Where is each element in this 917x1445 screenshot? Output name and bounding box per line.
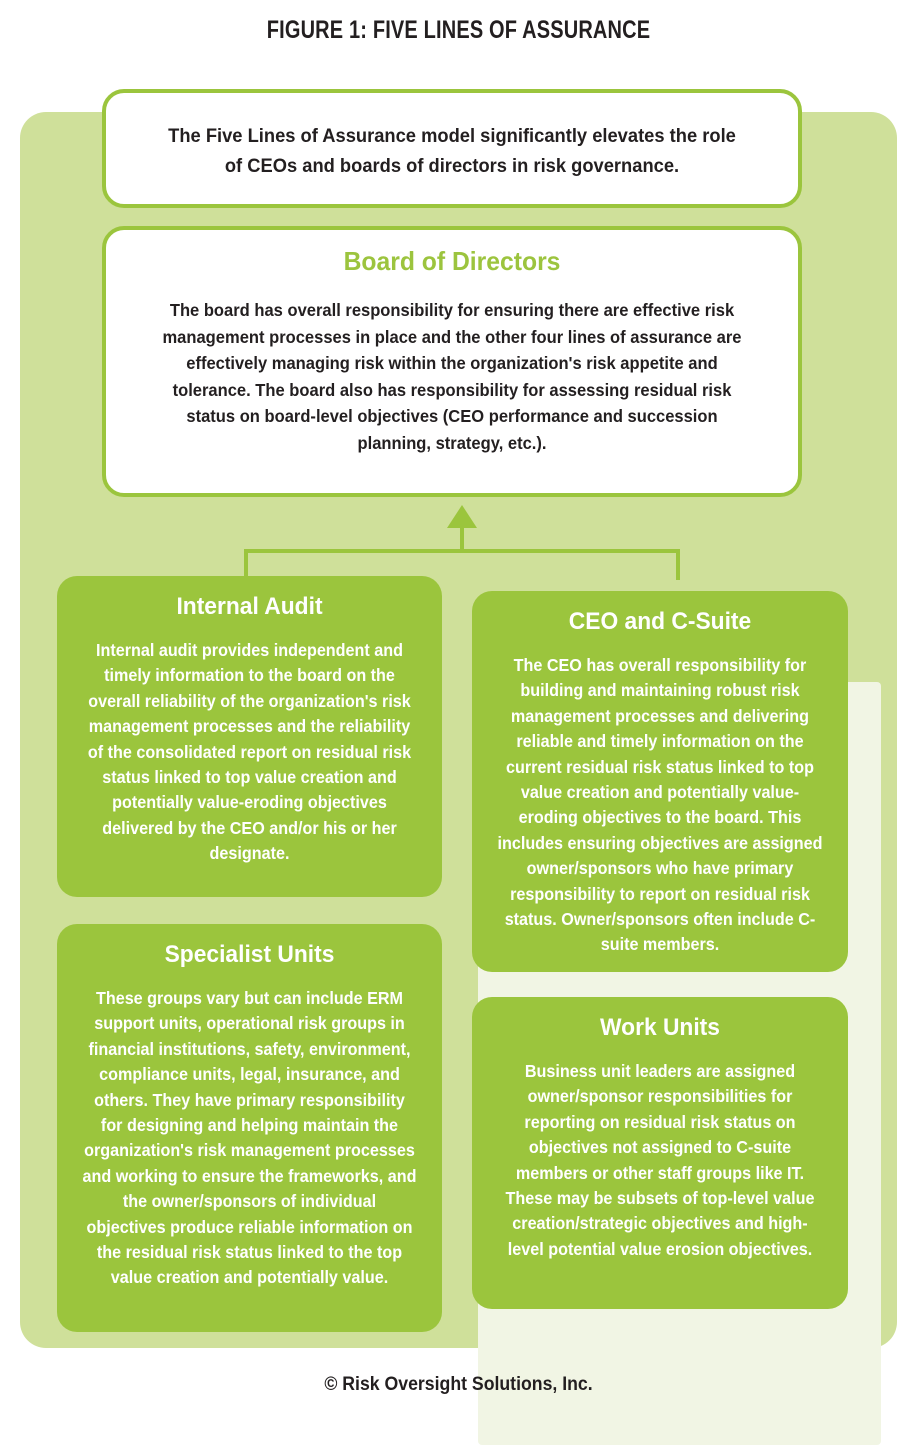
board-of-directors-heading: Board of Directors	[343, 246, 561, 276]
internal-audit-box	[57, 576, 442, 897]
ceo-and-c-suite-text: The CEO has overall responsibility for building and maintaining robust risk management processes and delivering reliable and timely information on the current residual risk status linked to top value creation and potentially value-eroding objectives to the board. This includes ensuring objectives are assigned owner/sponsors who have primary responsibility to report on residual risk status. Owner/sponsors often include C-suite members.	[497, 655, 823, 955]
internal-audit-text: Internal audit provides independent and timely information to the board on the overall reliability of the organization's risk management processes and the reliability of the consolidated report on residual risk status linked to top value creation and potentially value-eroding objectives delivered by the CEO and/or his or her designate.	[87, 640, 412, 864]
specialist-units-box	[57, 924, 442, 1332]
intro-callout-box	[102, 89, 802, 208]
intro-callout-text: The Five Lines of Assurance model significantly elevates the role of CEOs and boards of directors in risk governance.	[168, 125, 736, 177]
work-units-box	[472, 997, 848, 1309]
work-units-text: Business unit leaders are assigned owner/sponsor responsibilities for reporting on residual risk status on objectives not assigned to C-suite members or other staff groups like IT. These may be subsets of top-level value creation/strategic objectives and high-level potential value erosion objectives.	[505, 1061, 815, 1259]
internal-audit-heading: Internal Audit	[176, 593, 323, 620]
specialist-units-text: These groups vary but can include ERM support units, operational risk groups in financial institutions, safety, environment, compliance units, legal, insurance, and others. They have primary responsibility for designing and helping maintain the organization's risk management processes and working to ensure the frameworks, and the owner/sponsors of individual objectives produce reliable information on the residual risk status linked to the top value creation and potentially value.	[82, 988, 417, 1288]
page-title: FIGURE 1: FIVE LINES OF ASSURANCE	[266, 16, 651, 44]
work-units-heading: Work Units	[600, 1014, 720, 1041]
ceo-and-c-suite-heading: CEO and C-Suite	[568, 608, 752, 635]
copyright-footer: © Risk Oversight Solutions, Inc.	[324, 1374, 593, 1395]
board-of-directors-box	[102, 226, 802, 497]
board-of-directors-text: The board has overall responsibility for ensuring there are effective risk management processes in place and the other four lines of assurance are effectively managing risk within the organization's risk appetite and tolerance. The board also has responsibility for assessing residual risk status on board-level objectives (CEO performance and succession planning, strategy, etc.).	[162, 300, 742, 453]
specialist-units-heading: Specialist Units	[164, 941, 335, 968]
ceo-and-c-suite-box	[472, 591, 848, 972]
